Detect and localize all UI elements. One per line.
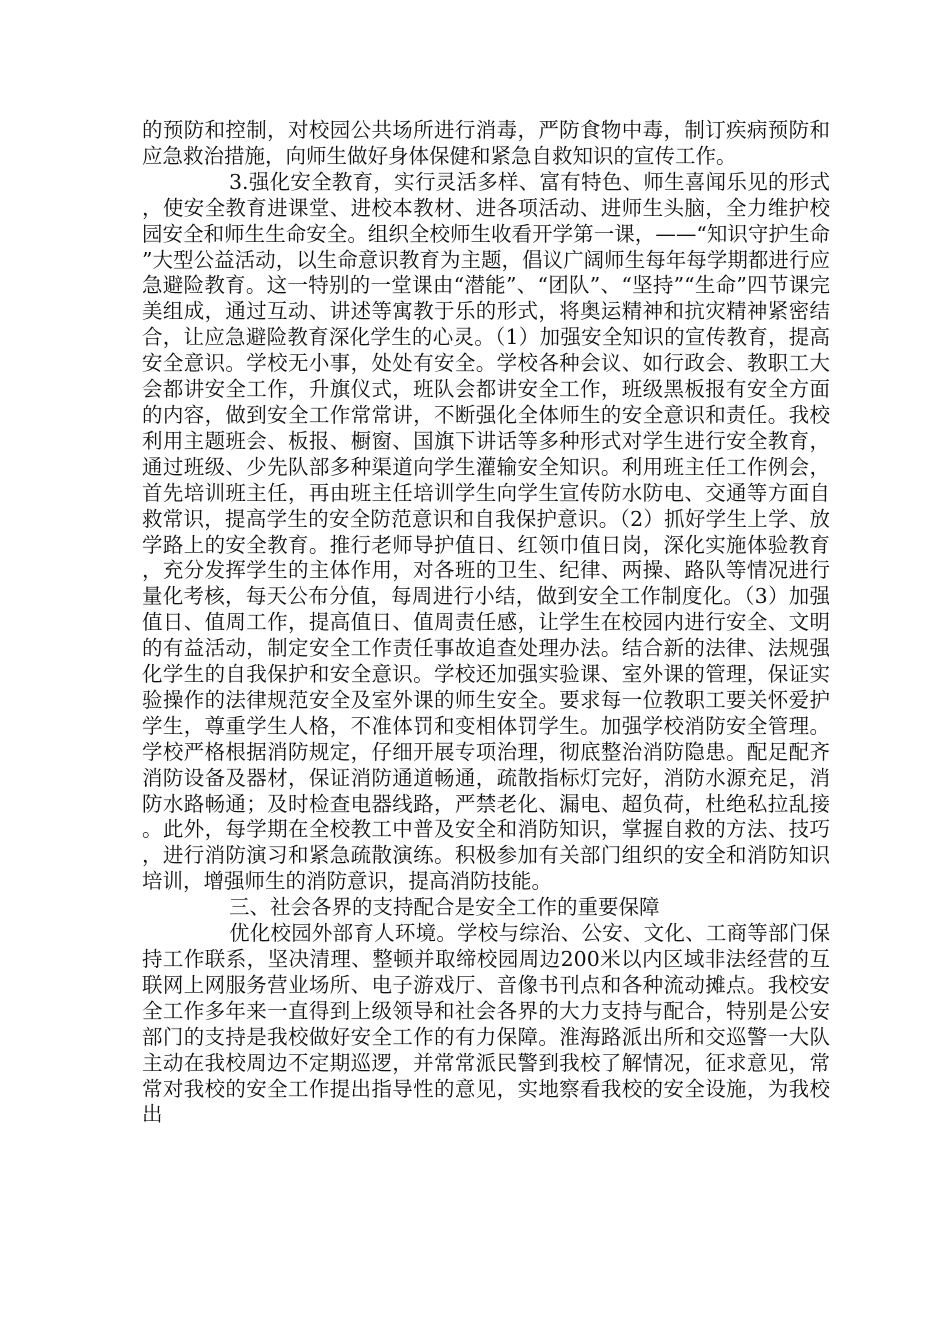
document-body <box>142 118 830 1128</box>
paragraph-safety-education: 3.强化安全教育，实行灵活多样、富有特色、师生喜闻乐见的形式，使安全教育进课堂、进校本教材、进各项活动、进师生头脑，全力维护校园安全和师生生命安全。组织全校师生收看开学第一课，——“知识守护生命”大型公益活动，以生命意识教育为主题，倡议广阔师生每年每学期都进行应急避险教育。这一特别的一堂课由“潜能”、“团队”、“坚持”“生命”四节课完美组成，通过互动、讲述等寓教于乐的形式，将奥运精神和抗灾精神紧密结合，让应急避险教育深化学生的心灵。（1）加强安全知识的宣传教育，提高安全意识。学校无小事，处处有安全。学校各种会议、如行政会、教职工大会都讲安全工作，升旗仪式，班队会都讲安全工作，班级黑板报有安全方面的内容，做到安全工作常常讲，不断强化全体师生的安全意识和责任。我校利用主题班会、板报、橱窗、国旗下讲话等多种形式对学生进行安全教育，通过班级、少先队部多种渠道向学生灌输安全知识。利用班主任工作例会，首先培训班主任，再由班主任培训学生向学生宣传防水防电、交通等方面自救常识，提高学生的安全防范意识和自我保护意识。（2）抓好学生上学、放学路上的安全教育。推行老师导护值日、红领巾值日岗，深化实施体验教育，充分发挥学生的主体作用，对各班的卫生、纪律、两操、路队等情况进行量化考核，每天公布分值，每周进行小结，做到安全工作制度化。（3）加强值日、值周工作，提高值日、值周责任感，让学生在校园内进行安全、文明的有益活动，制定安全工作责任事故追查处理办法。结合新的法律、法规强化学生的自我保护和安全意识。学校还加强实验课、室外课的管理，保证实验操作的法律规范安全及室外课的师生安全。要求每一位教职工要关怀爱护学生，尊重学生人格，不准体罚和变相体罚学生。加强学校消防安全管理。学校严格根据消防规定，仔细开展专项治理，彻底整治消防隐患。配足配齐消防设备及器材，保证消防通道畅通，疏散指标灯完好，消防水源充足，消防水路畅通；及时检查电器线路，严禁老化、漏电、超负荷，杜绝私拉乱接。此外，每学期在全校教工中普及安全和消防知识，掌握自救的方法、技巧，进行消防演习和紧急疏散演练。积极参加有关部门组织的安全和消防知识培训，增强师生的消防意识，提高消防技能。 <box>142 169 830 894</box>
paragraph-external-environment: 优化校园外部育人环境。学校与综治、公安、文化、工商等部门保持工作联系，坚决清理、整顿并取缔校园周边200米以内区域非法经营的互联网上网服务营业场所、电子游戏厅、音像书刊点和各种流动摊点。我校安全工作多年来一直得到上级领导和社会各界的大力支持与配合，特别是公安部门的支持是我校做好安全工作的有力保障。淮海路派出所和交巡警一大队主动在我校周边不定期巡逻，并常常派民警到我校了解情况，征求意见，常常对我校的安全工作提出指导性的意见，实地察看我校的安全设施，为我校出 <box>142 921 830 1127</box>
section-heading: 三、社会各界的支持配合是安全工作的重要保障 <box>229 895 660 920</box>
paragraph-continuation: 的预防和控制，对校园公共场所进行消毒，严防食物中毒，制订疾病预防和应急救治措施，向师生做好身体保健和紧急自救知识的宣传工作。 <box>142 118 830 168</box>
